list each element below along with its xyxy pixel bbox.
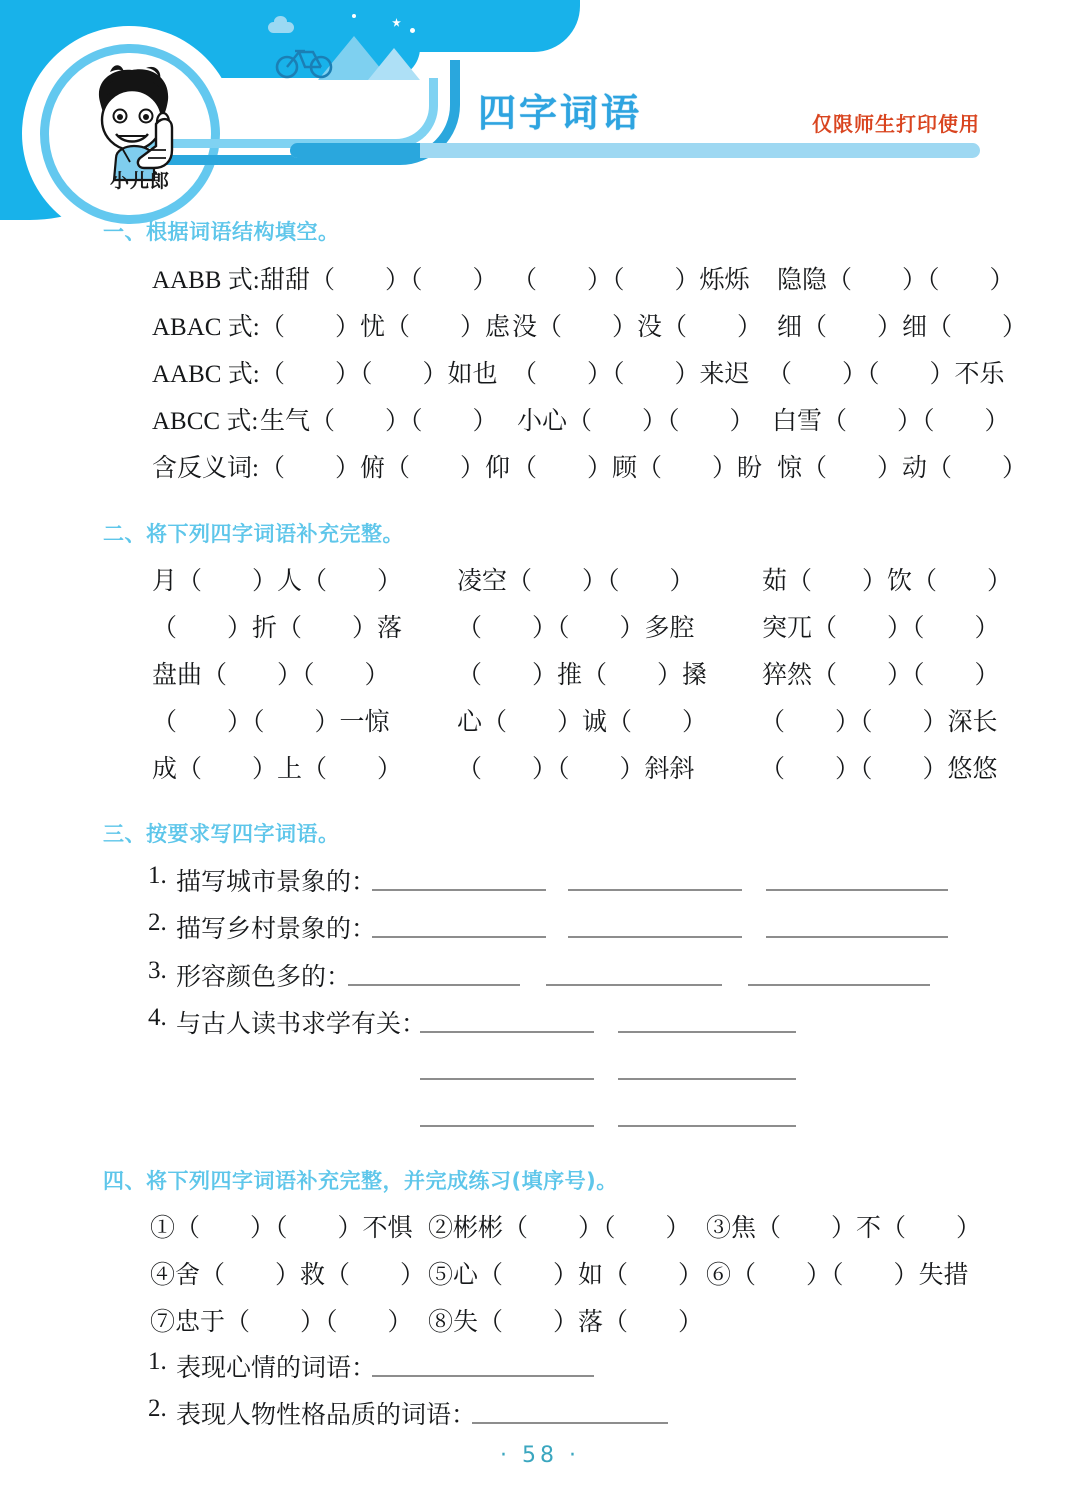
answer-blank-line[interactable] — [748, 984, 930, 986]
answer-blank-line[interactable] — [568, 936, 742, 938]
blank-group[interactable]: （ ）（ ）深长 — [760, 709, 998, 736]
answer-blank-line[interactable] — [420, 1078, 594, 1080]
blank-group[interactable]: ④舍（ ）救（ ） — [150, 1262, 426, 1289]
blank-group[interactable]: （ ）（ ）斜斜 — [457, 756, 695, 783]
row-label: ABAC 式: — [152, 314, 260, 341]
item-number: 2. — [148, 909, 167, 936]
item-number: 1. — [148, 862, 167, 889]
blank-group[interactable]: 突兀（ ）（ ） — [762, 615, 1000, 642]
row-label: AABB 式: — [152, 267, 260, 294]
item-text: 表现人物性格品质的词语： — [176, 1402, 477, 1429]
blank-group[interactable]: 心（ ）诚（ ） — [457, 709, 708, 736]
blank-group[interactable]: ②彬彬（ ）（ ） — [428, 1215, 691, 1242]
answer-blank-line[interactable] — [766, 889, 948, 891]
blank-group[interactable]: （ ）俯（ ）仰 — [260, 455, 511, 482]
blank-group[interactable]: （ ）（ ）如也 — [260, 361, 498, 388]
blank-group[interactable]: （ ）（ ）烁烁 — [512, 267, 750, 294]
item-number: 3. — [148, 957, 167, 984]
answer-blank-line[interactable] — [766, 936, 948, 938]
blank-group[interactable]: 生气（ ）（ ） — [260, 408, 498, 435]
page-title: 四字词语 — [477, 91, 642, 135]
section-heading-3: 三、按要求写四字词语。 — [103, 822, 340, 846]
blank-group[interactable]: 猝然（ ）（ ） — [762, 662, 1000, 689]
answer-blank-line[interactable] — [546, 984, 722, 986]
row-label: ABCC 式: — [152, 408, 259, 435]
answer-blank-line[interactable] — [618, 1031, 796, 1033]
blank-group[interactable]: 甜甜（ ）（ ） — [260, 267, 498, 294]
header-divider-bar-accent — [290, 143, 420, 158]
blank-group[interactable]: （ ）折（ ）落 — [152, 615, 403, 642]
item-text: 形容颜色多的： — [176, 964, 352, 991]
blank-group[interactable]: ①（ ）（ ）不惧 — [150, 1215, 413, 1242]
section-heading-4: 四、将下列四字词语补充完整，并完成练习(填序号)。 — [103, 1169, 618, 1193]
row-label: 含反义词: — [152, 455, 259, 482]
item-number: 4. — [148, 1004, 167, 1031]
print-notice: 仅限师生打印使用 — [812, 112, 980, 136]
blank-group[interactable]: （ ）（ ）悠悠 — [760, 756, 998, 783]
mascot-label: 小儿郎 — [109, 170, 170, 192]
section-heading-2: 二、将下列四字词语补充完整。 — [103, 522, 404, 546]
answer-blank-line[interactable] — [420, 1125, 594, 1127]
blank-group[interactable]: ⑥（ ）（ ）失措 — [706, 1262, 969, 1289]
blank-group[interactable]: 凌空（ ）（ ） — [457, 568, 695, 595]
blank-group[interactable]: ⑧失（ ）落（ ） — [428, 1309, 704, 1336]
page-header — [0, 0, 1080, 200]
section-heading-1: 一、根据词语结构填空。 — [103, 220, 340, 244]
blank-group[interactable]: （ ）（ ）一惊 — [152, 709, 390, 736]
answer-blank-line[interactable] — [372, 1375, 594, 1377]
sparkle-dot-icon — [410, 28, 415, 33]
item-text: 与古人读书求学有关： — [176, 1011, 427, 1038]
sparkle-dot-small-icon — [352, 14, 356, 18]
blank-group[interactable]: （ ）（ ）多腔 — [457, 615, 695, 642]
blank-group[interactable]: （ ）推（ ）搡 — [457, 662, 708, 689]
item-text: 表现心情的词语： — [176, 1355, 377, 1382]
answer-blank-line[interactable] — [420, 1031, 594, 1033]
page-number: · 58 · — [500, 1443, 580, 1468]
item-number: 2. — [148, 1395, 167, 1422]
answer-blank-line[interactable] — [472, 1422, 668, 1424]
answer-blank-line[interactable] — [372, 936, 546, 938]
blank-group[interactable]: 白雪（ ）（ ） — [772, 408, 1010, 435]
blank-group[interactable]: （ ）（ ）来迟 — [512, 361, 750, 388]
blank-group[interactable]: ③焦（ ）不（ ） — [706, 1215, 982, 1242]
blank-group[interactable]: 没（ ）没（ ） — [512, 314, 763, 341]
cloud-icon — [268, 22, 294, 33]
blank-group[interactable]: （ ）忧（ ）虑 — [260, 314, 511, 341]
blank-group[interactable]: 月（ ）人（ ） — [152, 568, 403, 595]
blank-group[interactable]: 细（ ）细（ ） — [777, 314, 1028, 341]
answer-blank-line[interactable] — [372, 889, 546, 891]
answer-blank-line[interactable] — [618, 1078, 796, 1080]
blank-group[interactable]: ⑤心（ ）如（ ） — [428, 1262, 704, 1289]
item-text: 描写乡村景象的： — [176, 916, 377, 943]
answer-blank-line[interactable] — [568, 889, 742, 891]
answer-blank-line[interactable] — [348, 984, 520, 986]
blank-group[interactable]: 惊（ ）动（ ） — [777, 455, 1028, 482]
row-label: AABC 式: — [152, 361, 260, 388]
answer-blank-line[interactable] — [618, 1125, 796, 1127]
item-number: 1. — [148, 1348, 167, 1375]
blank-group[interactable]: 茹（ ）饮（ ） — [762, 568, 1013, 595]
blank-group[interactable]: 隐隐（ ）（ ） — [777, 267, 1015, 294]
blank-group[interactable]: 盘曲（ ）（ ） — [152, 662, 390, 689]
blank-group[interactable]: （ ）顾（ ）盼 — [512, 455, 763, 482]
item-text: 描写城市景象的： — [176, 869, 377, 896]
blank-group[interactable]: （ ）（ ）不乐 — [767, 361, 1005, 388]
blank-group[interactable]: ⑦忠于（ ）（ ） — [150, 1309, 413, 1336]
blank-group[interactable]: 成（ ）上（ ） — [152, 756, 403, 783]
blank-group[interactable]: 小心（ ）（ ） — [517, 408, 755, 435]
